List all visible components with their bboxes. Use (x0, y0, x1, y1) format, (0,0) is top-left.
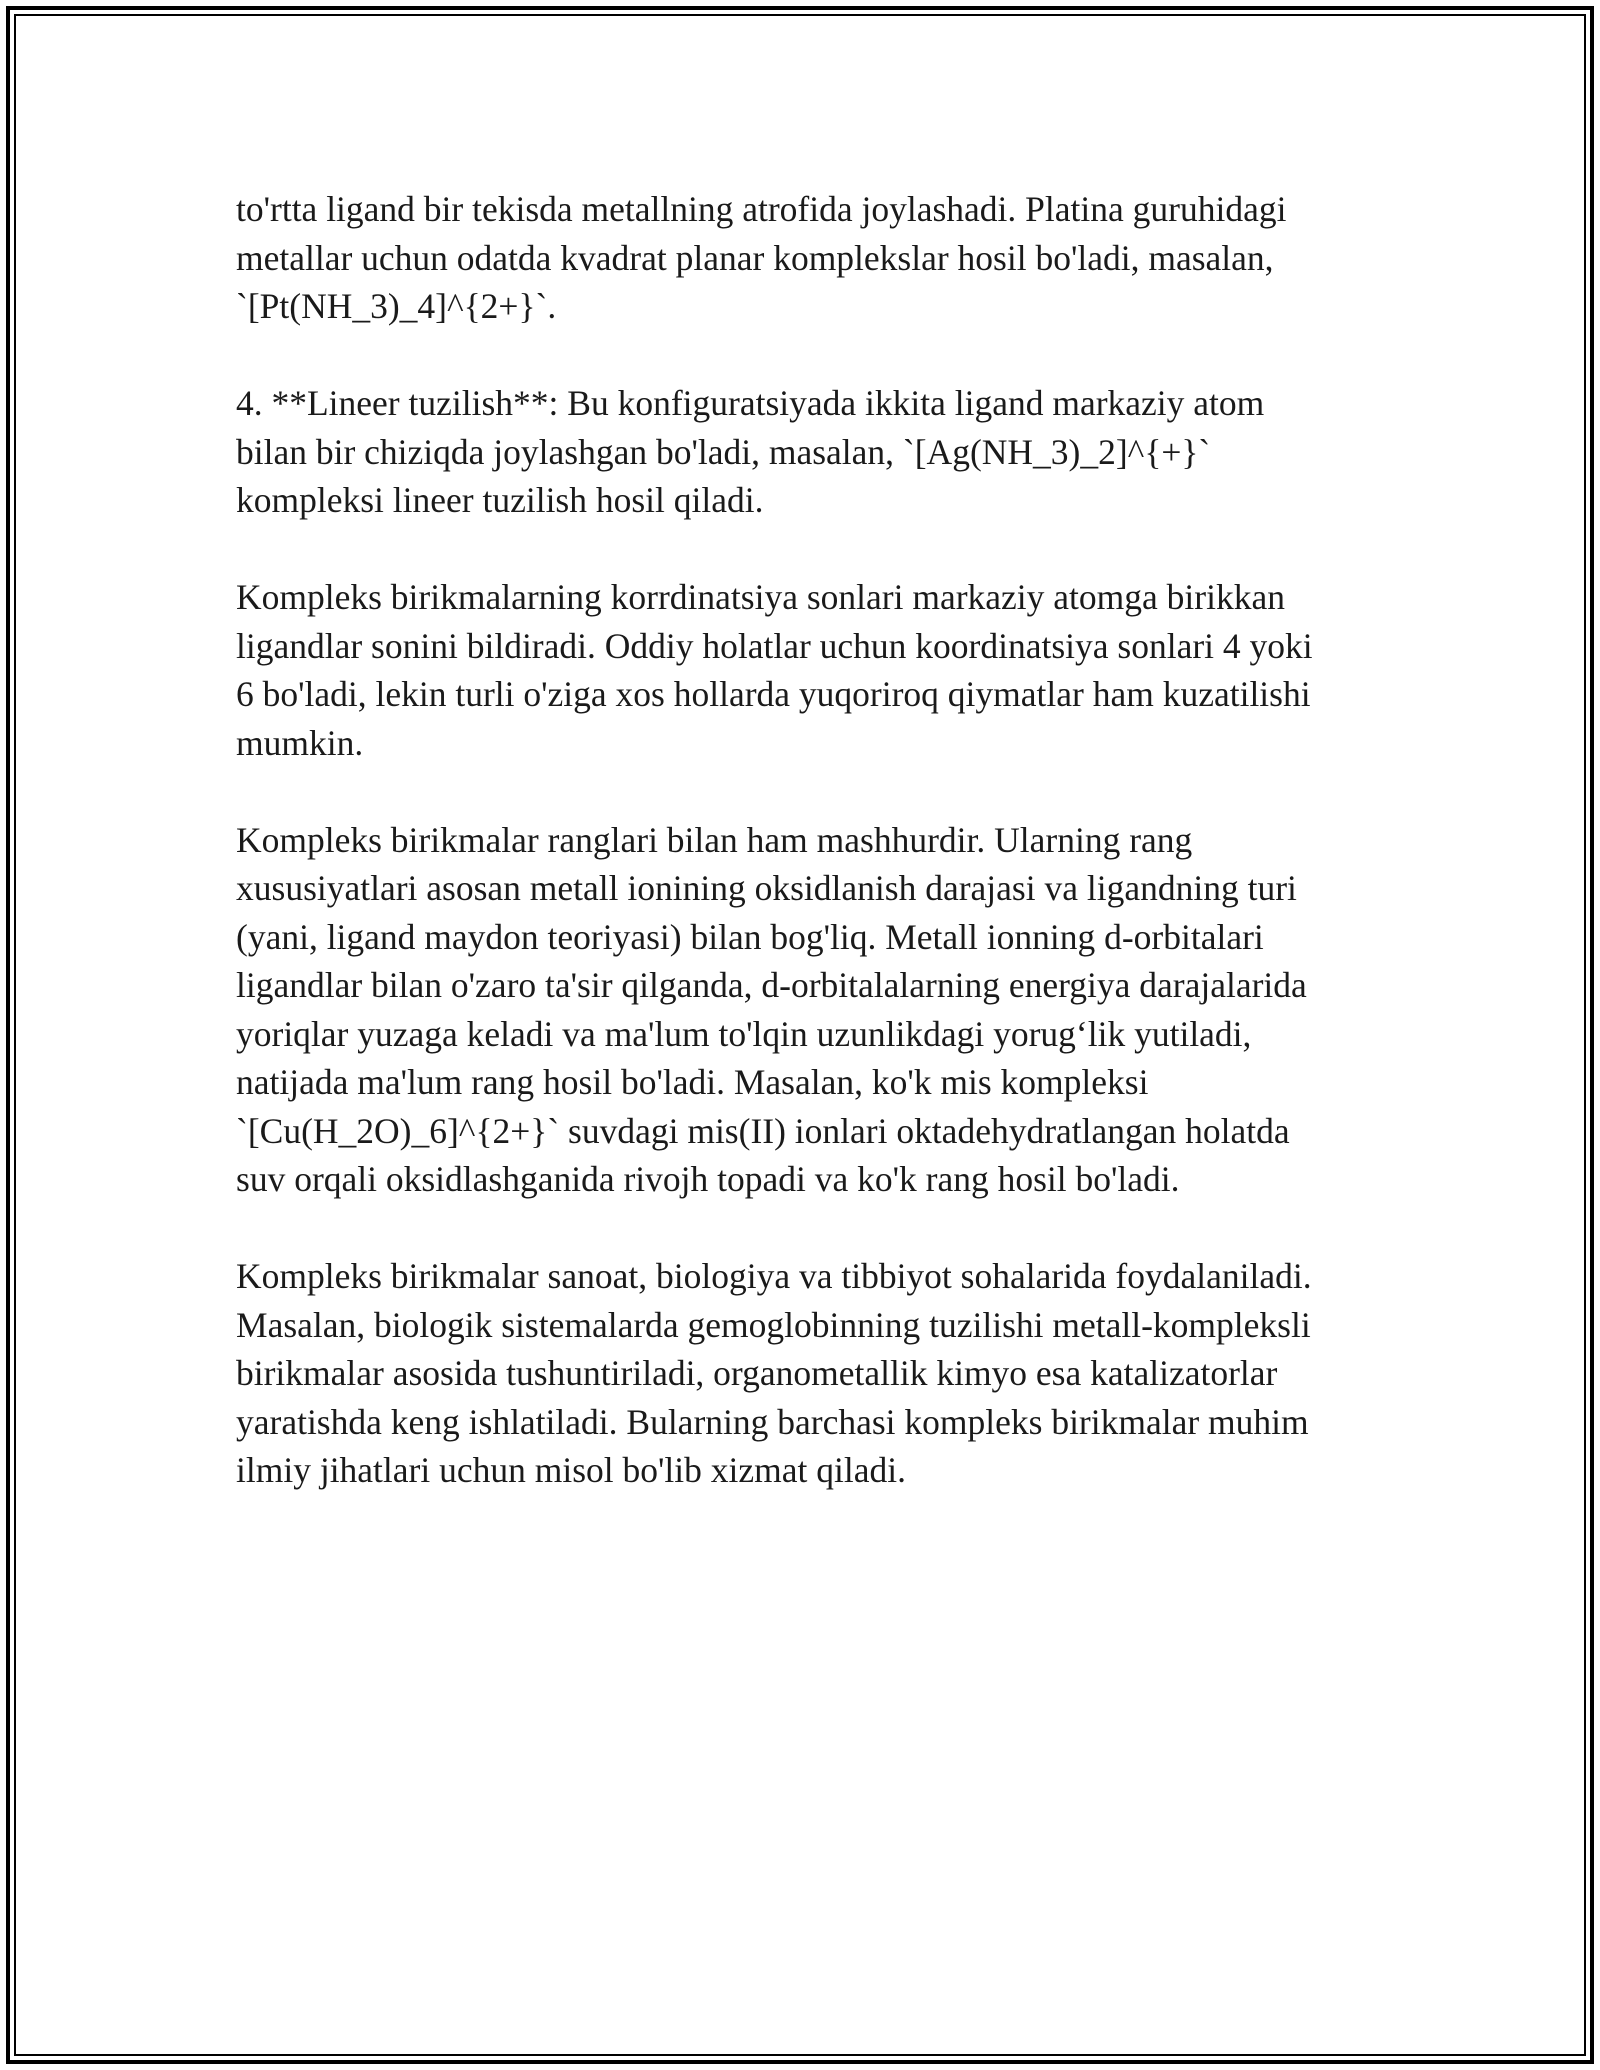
text-line: to'rtta ligand bir tekisda metallning atrofida joylashadi. Platina guruhidagi (236, 189, 1287, 229)
paragraph-linear-structure (236, 379, 1356, 525)
paragraph-colors (236, 816, 1356, 1204)
document-body (236, 185, 1356, 1543)
text-line: metallar uchun odatda kvadrat planar komplekslar hosil bo'ladi, masalan, (236, 237, 1274, 278)
text-line: Masalan, biologik sistemalarda gemoglobinning tuzilishi metall-kompleksli (236, 1304, 1311, 1345)
paragraph-applications (236, 1252, 1356, 1495)
paragraph-square-planar (236, 185, 1356, 331)
text-line: (yani, ligand maydon teoriyasi) bilan bog'liq. Metall ionning d-orbitalari (236, 916, 1264, 957)
text-line: suv orqali oksidlashganida rivojh topadi va ko'k rang hosil bo'ladi. (236, 1159, 1180, 1199)
text-line: yoriqlar yuzaga keladi va ma'lum to'lqin uzunlikdagi yorug‘lik yutiladi, (236, 1013, 1252, 1054)
text-line: Kompleks birikmalar ranglari bilan ham mashhurdir. Ularning rang (236, 819, 1193, 860)
text-line: mumkin. (236, 722, 364, 763)
text-line: bilan bir chiziqda joylashgan bo'ladi, masalan, `[Ag(NH_3)_2]^{+}` (236, 431, 1211, 472)
text-line: `[Cu(H_2O)_6]^{2+}` suvdagi mis(II) ionlari oktadehydratlangan holatda (236, 1110, 1290, 1151)
text-line: birikmalar asosida tushuntiriladi, organometallik kimyo esa katalizatorlar (236, 1353, 1278, 1393)
text-line: 6 bo'ladi, lekin turli o'ziga xos hollarda yuqoriroq qiymatlar ham kuzatilishi (236, 674, 1311, 714)
text-line: xususiyatlari asosan metall ionining oksidlanish darajasi va ligandning turi (236, 868, 1297, 908)
text-line: Kompleks birikmalar sanoat, biologiya va tibbiyot sohalarida foydalaniladi. (236, 1256, 1312, 1296)
text-line: Kompleks birikmalarning korrdinatsiya sonlari markaziy atomga birikkan (236, 577, 1285, 617)
text-line: yaratishda keng ishlatiladi. Bularning barchasi kompleks birikmalar muhim (236, 1401, 1309, 1442)
text-line: ligandlar sonini bildiradi. Oddiy holatlar uchun koordinatsiya sonlari 4 yoki (236, 625, 1313, 666)
text-line: natijada ma'lum rang hosil bo'ladi. Masalan, ko'k mis kompleksi (236, 1062, 1149, 1102)
text-line: 4. **Lineer tuzilish**: Bu konfiguratsiyada ikkita ligand markaziy atom (236, 383, 1265, 423)
text-line: ilmiy jihatlari uchun misol bo'lib xizmat qiladi. (236, 1450, 906, 1490)
text-line: `[Pt(NH_3)_4]^{2+}`. (236, 286, 557, 326)
text-line: ligandlar bilan o'zaro ta'sir qilganda, d-orbitalalarning energiya darajalarida (236, 965, 1307, 1005)
text-line: kompleksi lineer tuzilish hosil qiladi. (236, 480, 764, 520)
paragraph-coordination-numbers (236, 573, 1356, 767)
